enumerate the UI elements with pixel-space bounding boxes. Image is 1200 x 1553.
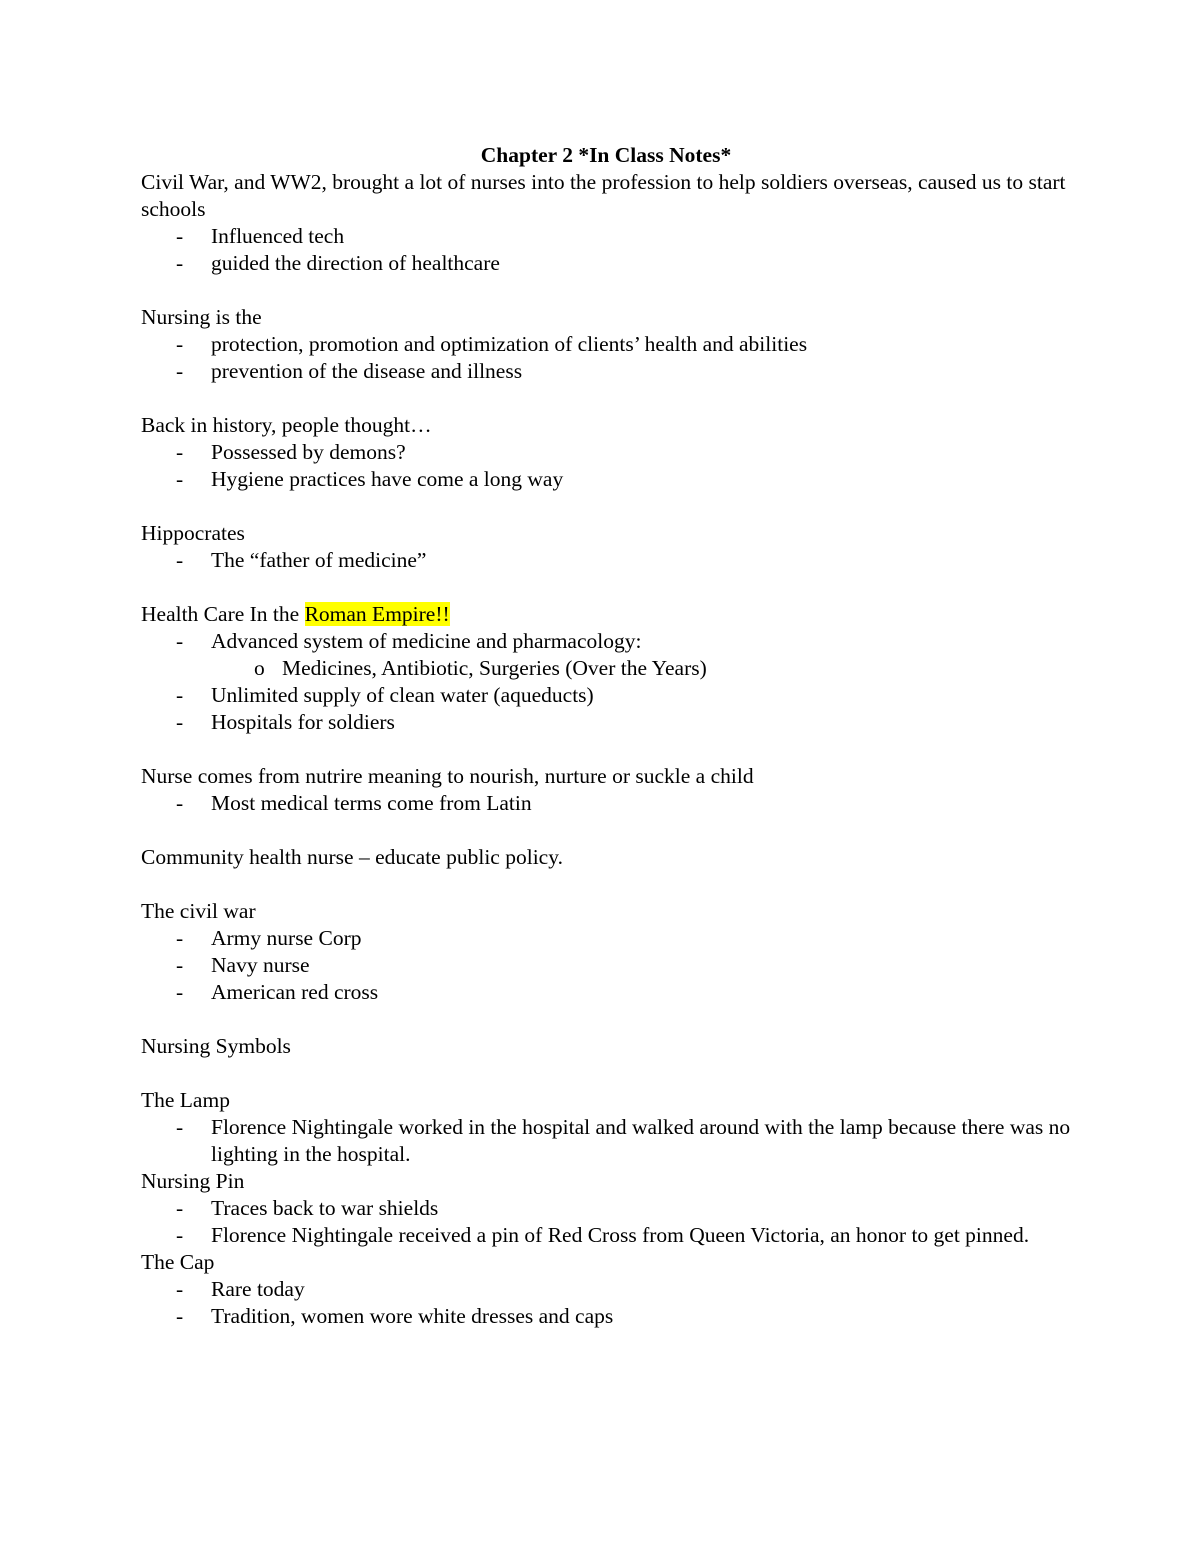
dash-marker: - <box>176 1115 184 1139</box>
bullet-text: Possessed by demons? <box>211 440 406 464</box>
dash-marker: - <box>176 224 184 248</box>
bullet-text: Florence Nightingale received a pin of Red Cross from Queen Victoria, an honor to get pinned. <box>211 1223 1030 1247</box>
dash-marker: - <box>176 980 184 1004</box>
spacer <box>141 1006 1071 1033</box>
dash-marker: - <box>176 629 184 653</box>
bullet-item <box>141 925 1071 952</box>
dash-marker: - <box>176 548 184 572</box>
dash-marker: - <box>176 251 184 275</box>
bullet-item <box>141 466 1071 493</box>
dash-marker: - <box>176 1223 184 1247</box>
section-heading-lamp: The Lamp <box>141 1088 230 1112</box>
bullet-text: Florence Nightingale worked in the hospital and walked around with the lamp because there was no lighting in the hospital. <box>211 1115 1071 1166</box>
bullet-text: Traces back to war shields <box>211 1196 439 1220</box>
dash-marker: - <box>176 710 184 734</box>
bullet-text: protection, promotion and optimization of clients’ health and abilities <box>211 332 808 356</box>
dash-marker: - <box>176 683 184 707</box>
bullet-item <box>141 1303 1071 1330</box>
section-heading-nurse-origin: Nurse comes from nutrire meaning to nourish, nurture or suckle a child <box>141 764 754 788</box>
bullet-text: Navy nurse <box>211 953 310 977</box>
circle-marker: o <box>254 656 265 680</box>
sub-bullet-item <box>141 655 1071 682</box>
bullet-item <box>141 547 1071 574</box>
bullet-text: Rare today <box>211 1277 305 1301</box>
section-heading-civil-war: The civil war <box>141 899 256 923</box>
bullet-text: Army nurse Corp <box>211 926 362 950</box>
bullet-item <box>141 1276 1071 1303</box>
spacer <box>141 871 1071 898</box>
bullet-text: The “father of medicine” <box>211 548 427 572</box>
bullet-text: prevention of the disease and illness <box>211 359 523 383</box>
bullet-text: Hygiene practices have come a long way <box>211 467 564 491</box>
bullet-text: Most medical terms come from Latin <box>211 791 532 815</box>
dash-marker: - <box>176 1196 184 1220</box>
bullet-item <box>141 358 1071 385</box>
bullet-text: guided the direction of healthcare <box>211 251 500 275</box>
sub-bullet-text: Medicines, Antibiotic, Surgeries (Over the Years) <box>282 656 707 680</box>
page-title: Chapter 2 *In Class Notes* <box>480 143 732 167</box>
section-heading-cap: The Cap <box>141 1250 215 1274</box>
dash-marker: - <box>176 332 184 356</box>
heading-prefix: Health Care In the <box>141 602 305 626</box>
bullet-item <box>141 952 1071 979</box>
spacer <box>141 1060 1071 1087</box>
section-heading-roman <box>141 601 1071 628</box>
spacer <box>141 817 1071 844</box>
dash-marker: - <box>176 440 184 464</box>
spacer <box>141 574 1071 601</box>
highlighted-text: Roman Empire!! <box>304 602 450 626</box>
bullet-text: Tradition, women wore white dresses and caps <box>211 1304 614 1328</box>
bullet-item <box>141 223 1071 250</box>
dash-marker: - <box>176 1304 184 1328</box>
spacer <box>141 736 1071 763</box>
bullet-text: Advanced system of medicine and pharmacology: <box>211 629 642 653</box>
dash-marker: - <box>176 1277 184 1301</box>
bullet-item <box>141 682 1071 709</box>
spacer <box>141 493 1071 520</box>
intro-paragraph: Civil War, and WW2, brought a lot of nurses into the profession to help soldiers overseas, caused us to start schools <box>141 170 1066 221</box>
section-heading-symbols: Nursing Symbols <box>141 1034 291 1058</box>
spacer <box>141 277 1071 304</box>
dash-marker: - <box>176 953 184 977</box>
bullet-item <box>141 439 1071 466</box>
section-heading-hippocrates: Hippocrates <box>141 521 245 545</box>
bullet-item <box>141 1114 1071 1168</box>
bullet-item <box>141 1222 1071 1249</box>
dash-marker: - <box>176 791 184 815</box>
bullet-item <box>141 979 1071 1006</box>
bullet-text: Influenced tech <box>211 224 345 248</box>
section-heading-history: Back in history, people thought… <box>141 413 432 437</box>
bullet-text: Unlimited supply of clean water (aqueducts) <box>211 683 594 707</box>
bullet-text: Hospitals for soldiers <box>211 710 395 734</box>
dash-marker: - <box>176 467 184 491</box>
bullet-text: American red cross <box>211 980 379 1004</box>
dash-marker: - <box>176 359 184 383</box>
bullet-item <box>141 790 1071 817</box>
dash-marker: - <box>176 926 184 950</box>
bullet-item <box>141 628 1071 655</box>
bullet-item <box>141 1195 1071 1222</box>
section-heading-pin: Nursing Pin <box>141 1169 245 1193</box>
section-heading-nursing: Nursing is the <box>141 305 262 329</box>
bullet-item <box>141 250 1071 277</box>
document-page <box>141 142 1071 1330</box>
bullet-item <box>141 709 1071 736</box>
spacer <box>141 385 1071 412</box>
community-paragraph: Community health nurse – educate public policy. <box>141 845 563 869</box>
bullet-item <box>141 331 1071 358</box>
